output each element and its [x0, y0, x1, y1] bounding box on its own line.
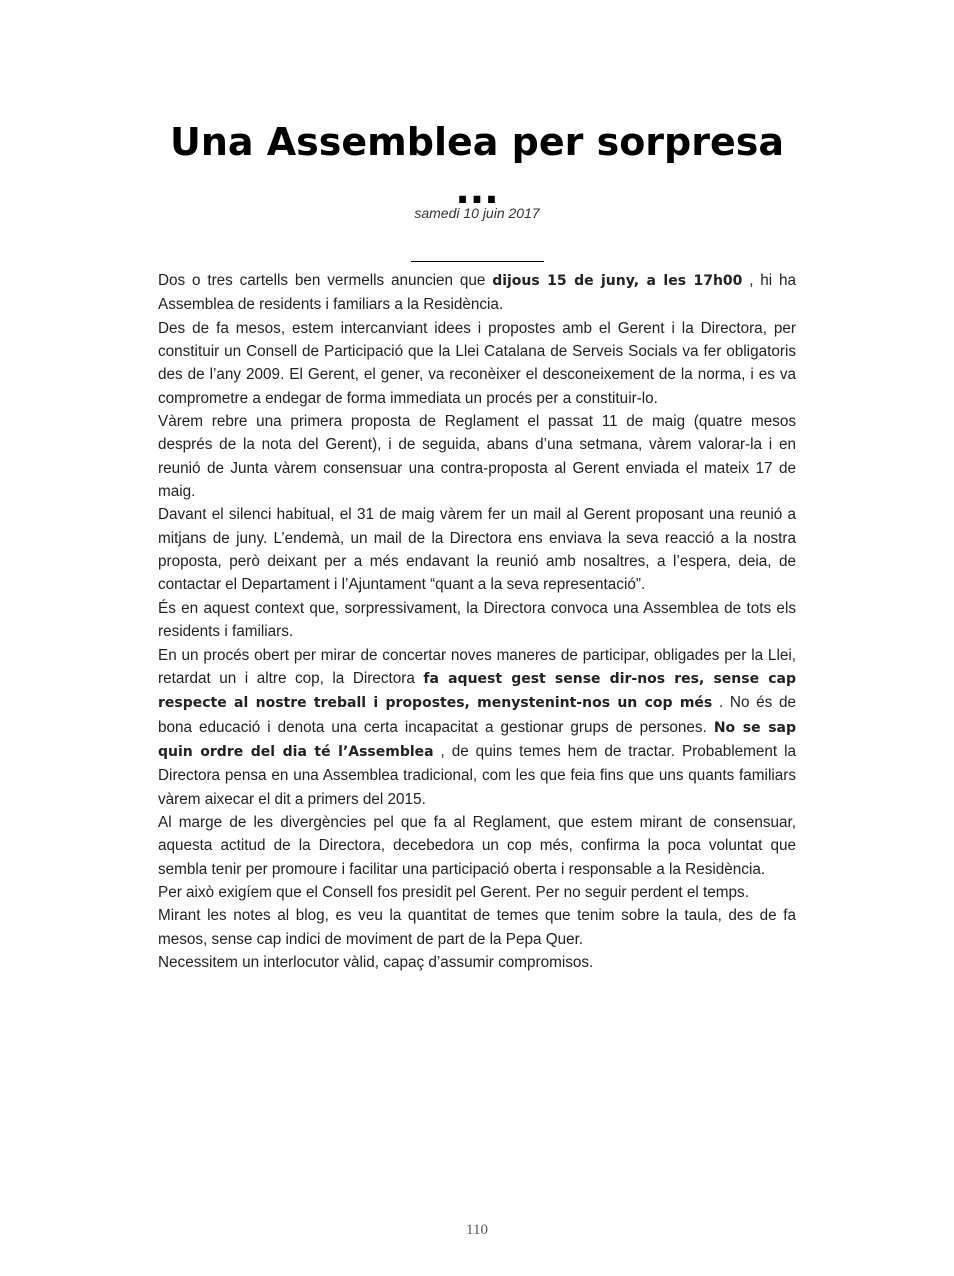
page-title-line-2: ... — [455, 168, 499, 212]
paragraph-10 — [158, 951, 796, 974]
paragraph-text: Vàrem rebre una primera proposta de Reglament el passat 11 de maig (quatre mesos després de la nota del Gerent), i de seguida, abans d’una setmana, vàrem valorar-la i en reunió de Junta vàrem consensuar una contra-proposta al Gerent enviada el mateix 17 de maig. — [158, 413, 796, 501]
page-number: 110 — [466, 1222, 488, 1238]
paragraph-8 — [158, 881, 796, 904]
paragraph-text: Per això exigíem que el Consell fos presidit pel Gerent. Per no seguir perdent el temps. — [158, 883, 749, 901]
paragraph-text: , hi ha Assemblea de residents i familiars a la Residència. — [158, 272, 796, 314]
paragraph-text: Al marge de les divergències pel que fa al Reglament, que estem mirant de consensuar, aquesta actitud de la Directora, decebedora un cop més, confirma la poca voluntat que sembla tenir per promoure i facilitar una participació oberta i responsable a la Residència. — [158, 813, 796, 878]
emphasis-text: No se sap quin ordre del dia té l’Assemblea — [158, 719, 796, 760]
page-title-line-1: Una Assemblea per sorpresa — [169, 120, 785, 164]
post-date: samedi 10 juin 2017 — [414, 205, 540, 221]
title-separator — [411, 261, 544, 262]
paragraph-text: Davant el silenci habitual, el 31 de maig vàrem fer un mail al Gerent proposant una reunió a mitjans de juny. L’endemà, un mail de la Directora ens enviava la seva reacció a la nostra proposta, però deixant per a més endavant la reunió amb nosaltres, a l’espera, deia, de contactar el Departament i l’Ajuntament “quant a la seva representació”. — [158, 506, 796, 594]
emphasis-text: fa aquest gest sense dir-nos res, sense cap respecte al nostre treball i propostes, menystenint-nos un cop més — [158, 670, 797, 712]
paragraph-text: Dos o tres cartells ben vermells anuncien que — [158, 272, 493, 289]
emphasis-text: dijous 15 de juny, a les 17h00 — [492, 273, 743, 289]
paragraph-9 — [158, 904, 796, 951]
paragraph-text: És en aquest context que, sorpressivament, la Directora convoca una Assemblea de tots els residents i familiars. — [158, 599, 796, 641]
paragraph-text: . No és de bona educació i denota una certa incapacitat a gestionar grups de persones. — [158, 694, 796, 736]
article-body — [158, 269, 796, 974]
page-title — [0, 118, 954, 214]
paragraph-text: Des de fa mesos, estem intercanviant idees i propostes amb el Gerent i la Directora, per constituir un Consell de Participació que la Llei Catalana de Serveis Socials va fer obligatoris des de l’any 2009. El Gerent, el gener, va reconèixer el desconeixement de la norma, i es va comprometre a endegar de forma immediata un procés per a constituir-lo. — [158, 319, 796, 407]
paragraph-7 — [158, 811, 796, 881]
paragraph-3 — [158, 410, 796, 503]
paragraph-1 — [158, 269, 796, 317]
paragraph-2 — [158, 317, 796, 410]
paragraph-text: En un procés obert per mirar de concertar noves maneres de participar, obligades per la Llei, retardat un i altre cop, la Directora — [158, 646, 796, 687]
paragraph-5 — [158, 597, 796, 644]
paragraph-text: , de quins temes hem de tractar. Probablement la Directora pensa en una Assemblea tradicional, com les que feia fins que uns quants familiars vàrem aixecar el dit a primers del 2015. — [158, 742, 796, 808]
paragraph-text: Mirant les notes al blog, es veu la quantitat de temes que tenim sobre la taula, des de fa mesos, sense cap indici de moviment de part de la Pepa Quer. — [158, 907, 796, 948]
paragraph-4 — [158, 503, 796, 596]
paragraph-text: Necessitem un interlocutor vàlid, capaç d’assumir compromisos. — [158, 953, 594, 971]
paragraph-6 — [158, 644, 796, 811]
